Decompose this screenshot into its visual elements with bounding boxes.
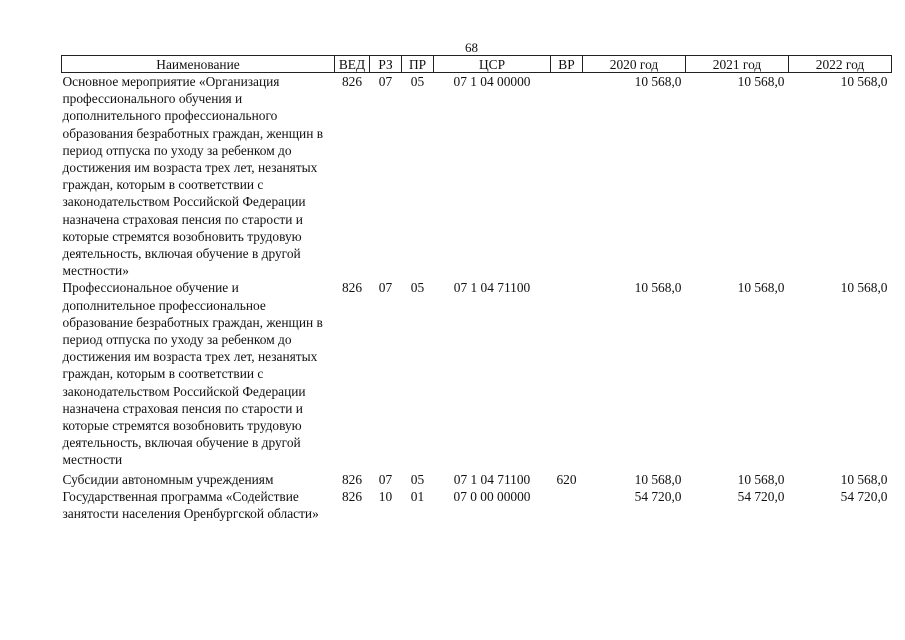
row-rz: 07 <box>378 471 393 487</box>
row-2021: 10 568,0 <box>737 74 785 89</box>
row-2021: 10 568,0 <box>737 471 785 487</box>
row-vr <box>551 488 583 522</box>
row-ved: 826 <box>341 74 363 89</box>
header-name: Наименование <box>62 56 335 73</box>
row-name: Субсидии автономным учреждениям <box>62 471 274 487</box>
row-2020: 10 568,0 <box>634 280 682 296</box>
table-row <box>62 488 892 522</box>
row-ved: 826 <box>341 488 363 504</box>
row-2020: 10 568,0 <box>634 74 682 89</box>
row-pr: 05 <box>410 280 425 296</box>
row-name: Основное мероприятие «Организация профессионального обучения и дополнительного профессионального образования безработных граждан, женщин в период отпуска по уходу за ребенком до достижения им возраста трех лет, незанятых граждан, которым в соответствии с законодательством Российской Федерации назначена страховая пенсия по старости и которые стремятся возобновить трудовую деятельность, включая обучение в другой местности» <box>62 74 324 279</box>
row-2022: 54 720,0 <box>840 488 888 504</box>
row-csr: 07 1 04 00000 <box>453 74 531 89</box>
row-csr: 07 0 00 00000 <box>453 488 531 504</box>
row-pr: 01 <box>410 488 425 504</box>
header-2022: 2022 год <box>789 56 892 73</box>
header-row <box>62 56 892 73</box>
row-2021: 10 568,0 <box>737 280 785 296</box>
table-row <box>62 469 892 488</box>
row-rz: 07 <box>378 74 393 89</box>
row-2021: 54 720,0 <box>737 488 785 504</box>
row-vr: 620 <box>556 471 577 487</box>
header-vr: ВР <box>551 56 583 73</box>
table-row <box>62 73 892 280</box>
row-rz: 10 <box>378 488 393 504</box>
header-ved: ВЕД <box>335 56 370 73</box>
row-2020: 54 720,0 <box>634 488 682 504</box>
table-row <box>62 279 892 468</box>
row-ved: 826 <box>341 471 363 487</box>
row-pr: 05 <box>410 74 425 89</box>
row-2022: 10 568,0 <box>840 74 888 89</box>
header-2020: 2020 год <box>583 56 686 73</box>
header-rz: РЗ <box>370 56 402 73</box>
row-name: Профессиональное обучение и дополнительное профессиональное образование безработных граждан, женщин в период отпуска по уходу за ребенком до достижения им возраста трех лет, незанятых граждан, которым в соответствии с законодательством Российской Федерации назначена страховая пенсия по старости и которые стремятся возобновить трудовую деятельность, включая обучение в другой местности <box>62 280 323 468</box>
row-name: Государственная программа «Содействие занятости населения Оренбургской области» <box>62 488 319 522</box>
row-csr: 07 1 04 71100 <box>453 280 531 296</box>
row-vr <box>551 279 583 468</box>
row-2020: 10 568,0 <box>634 471 682 487</box>
row-vr <box>551 73 583 280</box>
row-2022: 10 568,0 <box>840 280 888 296</box>
row-rz: 07 <box>378 280 393 296</box>
row-ved: 826 <box>341 280 363 296</box>
row-pr: 05 <box>410 471 425 487</box>
row-csr: 07 1 04 71100 <box>453 471 531 487</box>
header-2021: 2021 год <box>686 56 789 73</box>
budget-table <box>61 55 892 522</box>
header-pr: ПР <box>402 56 434 73</box>
row-2022: 10 568,0 <box>840 471 888 487</box>
page-number: 68 <box>465 40 478 55</box>
header-csr: ЦСР <box>434 56 551 73</box>
